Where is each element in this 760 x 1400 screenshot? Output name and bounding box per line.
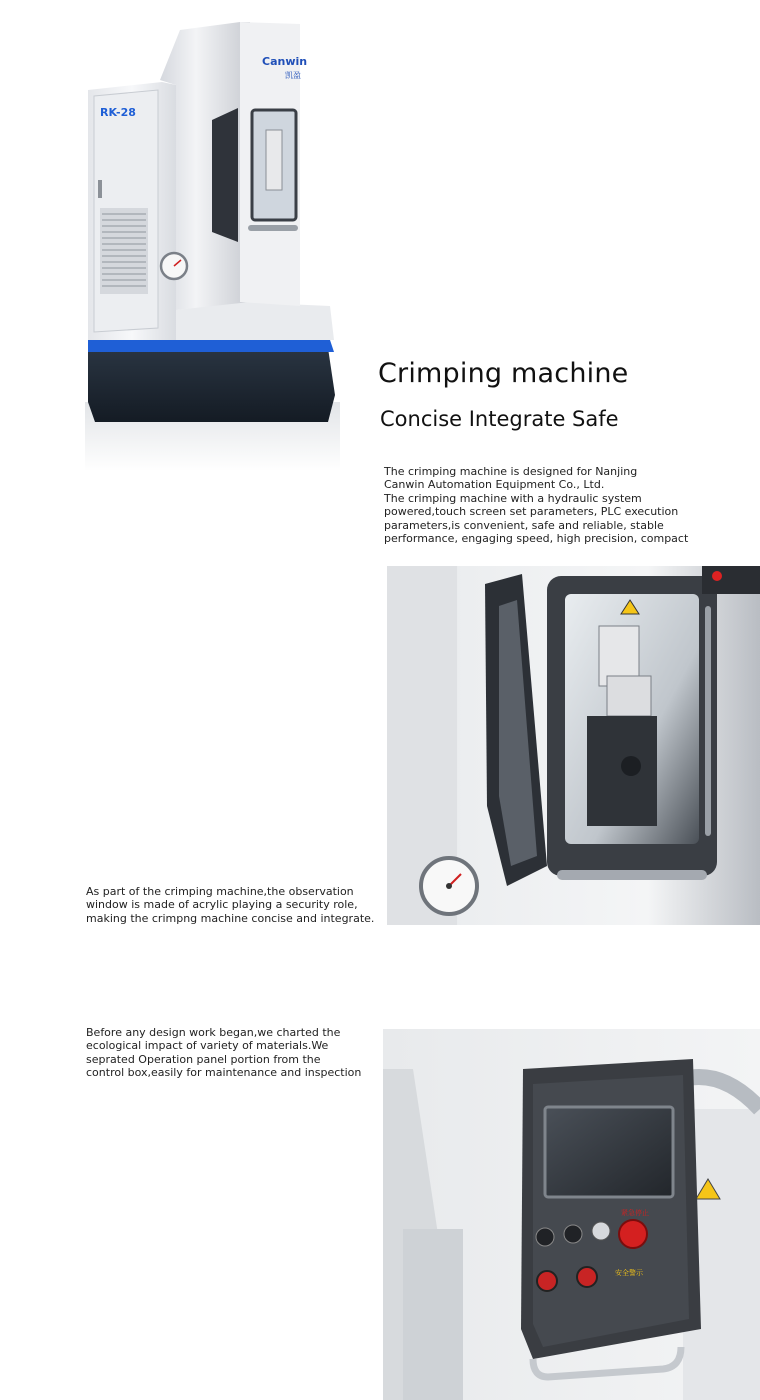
panel-line: ecological impact of variety of materials.We	[86, 1039, 329, 1053]
model-label: RK-28	[100, 106, 136, 119]
window-right-handle	[705, 606, 711, 836]
window-line: making the crimpng machine concise and integrate.	[86, 911, 375, 925]
emergency-stop-button	[619, 1220, 647, 1248]
control-box-corner	[702, 566, 760, 594]
emergency-stop-label: 紧急停止	[621, 1209, 649, 1217]
panel-line: seprated Operation panel portion from the	[86, 1052, 321, 1066]
touch-screen	[545, 1107, 673, 1197]
selector-knob	[564, 1225, 582, 1243]
lower-die	[587, 716, 657, 826]
intro-line: Canwin Automation Equipment Co., Ltd.	[384, 478, 605, 492]
pedestal	[176, 302, 334, 340]
window-line: As part of the crimping machine,the observation	[86, 885, 354, 898]
crimp-die	[266, 130, 282, 190]
intro-line: performance, engaging speed, high precision, compact	[384, 532, 689, 546]
operation-panel-closeup	[383, 1029, 760, 1400]
door-handle	[98, 180, 102, 198]
window-line: window is made of acrylic playing a security role,	[86, 898, 358, 912]
page-title: Crimping machine	[378, 358, 629, 389]
window-frame-left	[212, 108, 238, 242]
blue-stripe	[88, 340, 334, 352]
intro-paragraph	[384, 465, 688, 545]
machine-base	[88, 348, 335, 422]
middle-die	[607, 676, 651, 716]
page-subtitle: Concise Integrate Safe	[380, 407, 619, 431]
canwin-logo-cn: 凯盈	[285, 71, 301, 80]
panel-line: control box,easily for maintenance and inspection	[86, 1066, 362, 1080]
intro-line: powered,touch screen set parameters, PLC execution	[384, 505, 679, 519]
window-description	[86, 885, 374, 925]
panel-line: Before any design work began,we charted the	[86, 1026, 341, 1039]
intro-line: The crimping machine with a hydraulic system	[384, 491, 642, 505]
window-bottom-handle	[557, 870, 707, 880]
panel-description	[86, 1026, 361, 1080]
window-handle	[248, 225, 298, 231]
intro-line: parameters,is convenient, safe and reliable, stable	[384, 518, 664, 532]
crimping-machine-illustration	[80, 10, 350, 470]
selector-knob	[536, 1228, 554, 1246]
intro-line: The crimping machine is designed for Nanjing	[384, 465, 638, 478]
key-switch	[592, 1222, 610, 1240]
stop-button	[577, 1267, 597, 1287]
canwin-logo: Canwin	[262, 55, 308, 68]
safety-warning-label: 安全警示	[615, 1269, 643, 1277]
observation-window-closeup	[387, 566, 760, 925]
vent-grille	[100, 208, 148, 294]
start-button	[537, 1271, 557, 1291]
